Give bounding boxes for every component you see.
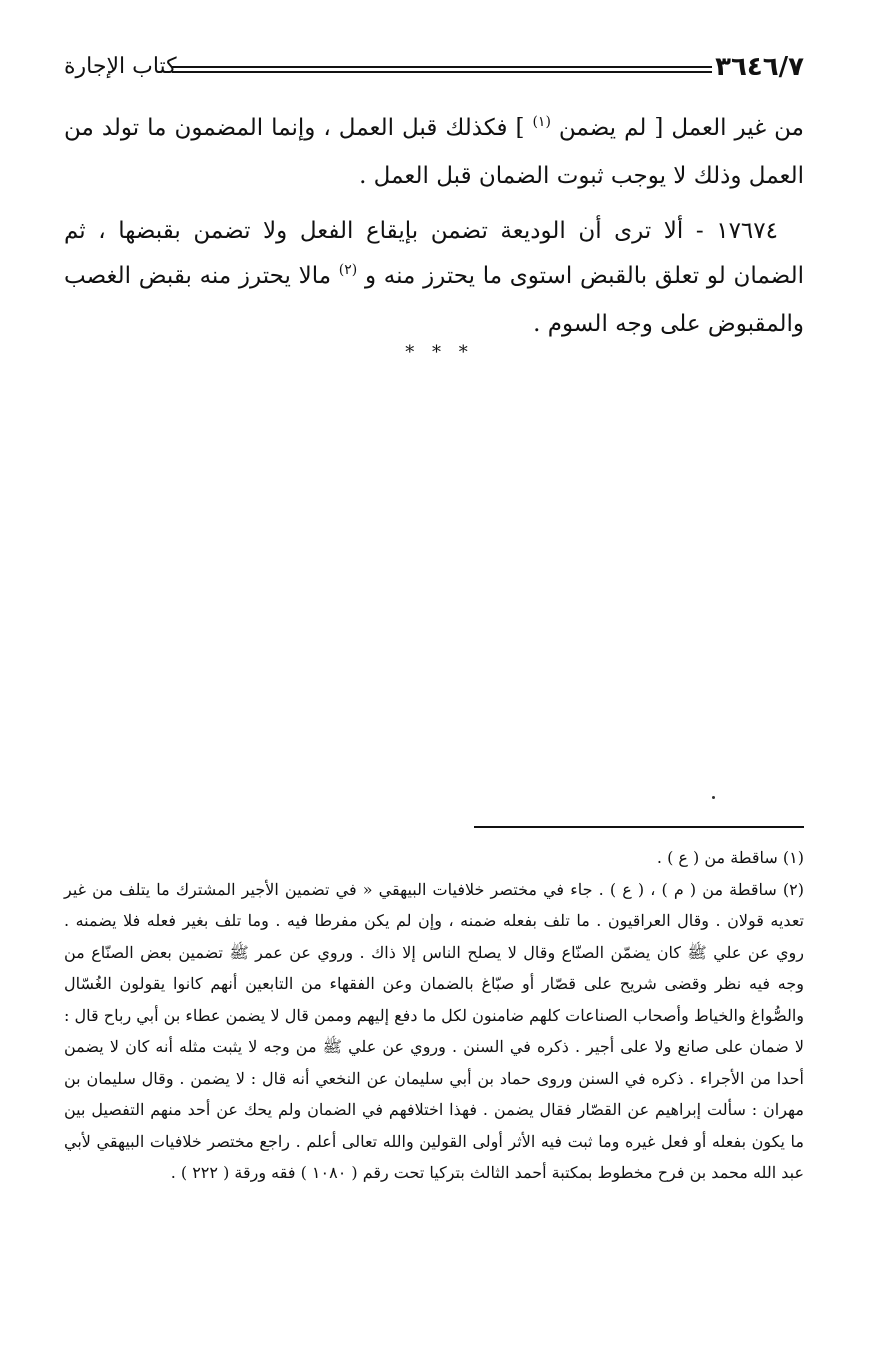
footnotes xyxy=(64,842,804,1189)
footnote-2: (٢) ساقطة من ( م ) ، ( ع ) . جاء في مختصر خلافيات البيهقي « في تضمين الأجير المشترك ما يتلف من غير تعديه قولان . وقال العراقيون . ما تلف بفعله ضمنه ، وإن لم يكن مفرطا فيه . وما تلف بغير فعله فلا يضمنه . روي عن علي ﷺ كان يضمّن الصنّاع وقال لا يصلح الناس إلا ذاك . وروي عن عمر ﷺ تضمين بعض الصنّاع من وجه فيه نظر وقضى شريح على قصّار أو صبّاغ بالضمان وعن الفقهاء من التابعين أنهم كانوا يقولون الغُسّال والصُّواغ والخياط وأصحاب الصناعات كلهم ضامنون لكل ما دفع إليهم وممن قال لا يضمن عطاء بن أبي رباح قال : لا ضمان على صانع ولا على أجير . ذكره في السنن . وروي عن علي ﷺ من وجه لا يثبت مثله أنه كان لا يضمن أحدا من الأجراء . ذكره في السنن وروى حماد بن أبي سليمان عن النخعي أنه قال : لا يضمن . وقال سليمان بن مهران : سألت إبراهيم عن القصّار فقال يضمن . فهذا اختلافهم في الضمان ولم يحك عن أحد منهم التفصيل بين ما يكون بفعله أو فعل غيره وما ثبت فيه الأثر أولى القولين والله تعالى أعلم . راجع مختصر خلافيات البيهقي لأبي عبد الله محمد بن فرح مخطوط بمكتبة أحمد الثالث بتركيا تحت رقم ( ١٠٨٠ ) فقه ورقة ( ٢٢٢ ) . xyxy=(64,879,804,1182)
section-separator: * * * xyxy=(405,342,474,363)
stray-mark xyxy=(712,796,715,799)
footnote-ref-1[interactable]: (١) xyxy=(532,114,551,130)
page-number: ٣٦٤٦/٧ xyxy=(715,52,804,82)
paragraph-continuation xyxy=(64,106,804,199)
footnote-1: (١) ساقطة من ( ع ) . xyxy=(656,848,804,867)
main-text xyxy=(64,106,804,347)
running-header xyxy=(64,50,804,90)
book-title: كتاب الإجارة xyxy=(64,54,177,79)
paragraph-17674 xyxy=(64,209,804,347)
paragraph-text-start: من غير العمل [ لم يضمن xyxy=(558,115,805,141)
paragraph-text-end: مالا يحترز منه بقبض الغصب والمقبوض على وجه السوم . xyxy=(64,263,804,337)
header-double-rule xyxy=(172,66,712,73)
footnote-ref-2[interactable]: (٢) xyxy=(338,262,358,278)
paragraph-text-end: ] فكذلك قبل العمل ، وإنما المضمون ما تولد من العمل وذلك لا يوجب ثبوت الضمان قبل العمل . xyxy=(64,115,804,189)
paragraph-text-start: ١٧٦٧٤ - ألا ترى أن الوديعة تضمن بإيقاع الفعل ولا تضمن بقبضها ، ثم الضمان لو تعلق بالقبض استوى ما يحترز منه و xyxy=(64,218,805,289)
footnote-divider xyxy=(474,826,804,828)
